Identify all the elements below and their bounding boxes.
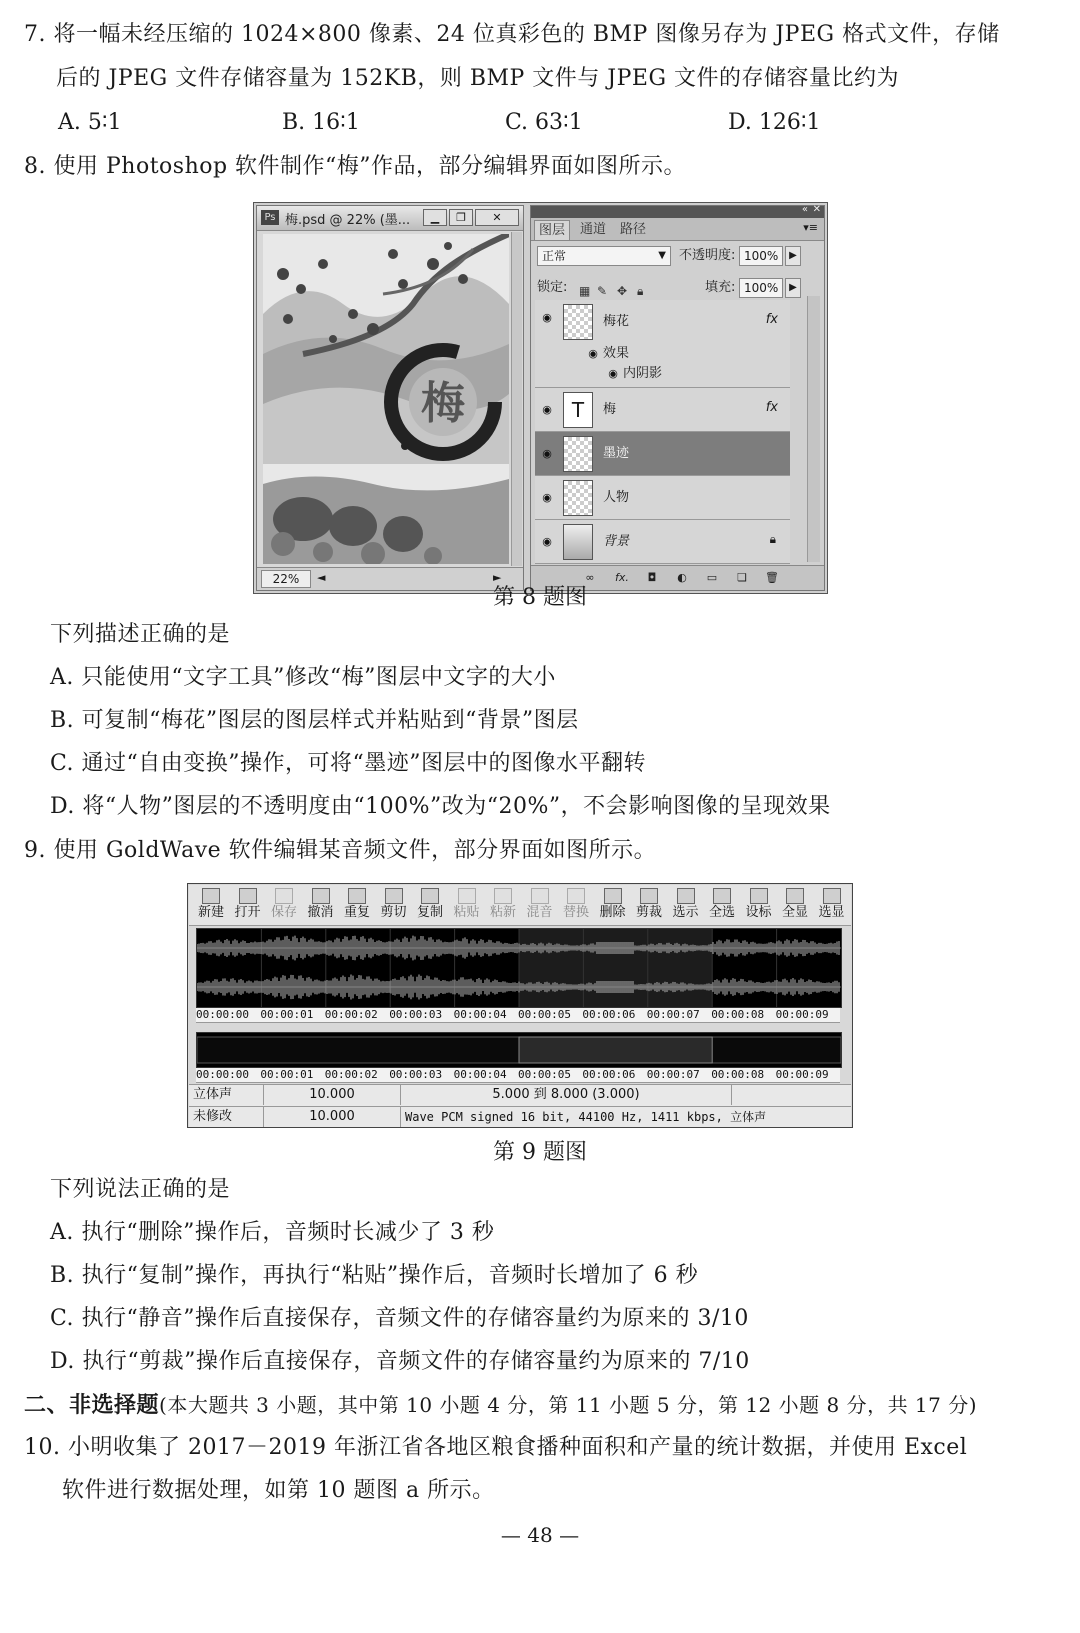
layers-scrollbar[interactable] <box>807 296 820 562</box>
overview-bar[interactable] <box>196 1032 842 1068</box>
tool-button-15[interactable] <box>743 885 775 925</box>
time-ruler <box>196 1008 840 1023</box>
chevron-down-icon: ▼ <box>658 250 666 261</box>
tool-button-5[interactable] <box>378 885 410 925</box>
inner-shadow-eye-icon[interactable]: ◉ <box>608 367 618 380</box>
tool-button-12[interactable] <box>633 885 665 925</box>
lock-brush-icon[interactable]: ✎ <box>597 284 608 298</box>
panel-header <box>531 206 824 218</box>
opacity-input[interactable]: 100% <box>739 246 783 266</box>
tool-button-14[interactable] <box>706 885 738 925</box>
panel-tabs <box>531 218 824 241</box>
layer-thumbnail <box>563 304 593 340</box>
time-tick-label: 00:00:07 <box>646 1068 700 1081</box>
zoom-level[interactable]: 22% <box>261 570 311 588</box>
opacity-label: 不透明度: <box>679 248 736 263</box>
photoshop-screenshot <box>253 202 828 594</box>
tool-label: 全选 <box>708 905 735 920</box>
lock-transparency-icon[interactable]: ▦ <box>579 284 591 298</box>
status-row-1 <box>189 1084 851 1106</box>
fill-input[interactable]: 100% <box>739 278 783 298</box>
tool-button-4[interactable] <box>341 885 373 925</box>
close-icon[interactable]: ✕ <box>475 209 519 226</box>
tool-button-2[interactable] <box>268 885 300 925</box>
tool-label: 撤消 <box>307 905 334 920</box>
tool-label: 删除 <box>599 905 626 920</box>
lock-icon: 🔒︎ <box>769 532 776 546</box>
tool-label: 混音 <box>526 905 553 920</box>
page-number: — 48 — <box>500 1523 580 1547</box>
minimize-icon[interactable]: ▁ <box>423 209 447 226</box>
fx-icon[interactable]: fx <box>765 312 778 327</box>
tool-icon <box>823 888 841 904</box>
time-tick-label: 00:00:05 <box>518 1008 571 1021</box>
tool-icon <box>713 888 731 904</box>
overview-selection <box>519 1037 712 1063</box>
q9-option-d: D. 执行“剪裁”操作后直接保存，音频文件的存储容量约为原来的 7/10 <box>50 1349 750 1374</box>
eye-icon[interactable]: ◉ <box>542 491 552 504</box>
q8-option-a: A. 只能使用“文字工具”修改“梅”图层中文字的大小 <box>50 665 556 690</box>
q7-option-c: C. 63∶1 <box>505 110 583 135</box>
section-2-heading <box>24 1390 977 1421</box>
overview-graph <box>197 1033 841 1067</box>
tool-button-17[interactable] <box>816 885 848 925</box>
tool-button-7[interactable] <box>451 885 483 925</box>
canvas-glyph: 梅 <box>421 378 465 429</box>
layer-name: 背景 <box>603 534 630 549</box>
tool-label: 新建 <box>197 905 224 920</box>
new-layer-icon[interactable]: ❏ <box>737 571 747 584</box>
opacity-arrow-icon[interactable]: ▶ <box>785 246 801 266</box>
tab-channels[interactable]: 通道 <box>580 222 607 237</box>
time-tick-label: 00:00:04 <box>453 1008 507 1021</box>
selection-range: 5.000 到 8.000 (3.000) <box>401 1085 732 1105</box>
tool-button-16[interactable] <box>779 885 811 925</box>
scroll-right-icon[interactable]: ► <box>493 571 502 584</box>
q9-option-b: B. 执行“复制”操作，再执行“粘贴”操作后，音频时长增加了 6 秒 <box>50 1263 699 1288</box>
fill-label: 填充: <box>705 280 736 295</box>
tool-icon <box>239 888 257 904</box>
tool-icon <box>348 888 366 904</box>
q9-option-c: C. 执行“静音”操作后直接保存，音频文件的存储容量约为原来的 3/10 <box>50 1306 749 1331</box>
layer-thumbnail <box>563 436 593 472</box>
document-scrollbar[interactable] <box>511 232 522 566</box>
q8-option-c: C. 通过“自由变换”操作，可将“墨迹”图层中的图像水平翻转 <box>50 751 647 776</box>
section-2-note: (本大题共 3 小题，其中第 10 小题 4 分，第 11 小题 5 分，第 12 小题 8 分，共 17 分) <box>159 1393 978 1417</box>
group-icon[interactable]: ▭ <box>706 571 718 584</box>
q8-option-d: D. 将“人物”图层的不透明度由“100%”改为“20%”，不会影响图像的呈现效果 <box>50 794 831 819</box>
layer-thumbnail <box>563 480 593 516</box>
time-tick-label: 00:00:06 <box>582 1008 636 1021</box>
waveform-view[interactable] <box>196 928 842 1008</box>
q9-caption: 第 9 题图 <box>493 1140 587 1165</box>
document-canvas[interactable] <box>263 234 509 564</box>
time-tick-label: 00:00:03 <box>389 1068 443 1081</box>
canvas-artwork <box>263 234 509 564</box>
tool-icon <box>385 888 403 904</box>
time-tick-label: 00:00:01 <box>260 1068 314 1081</box>
layer-name: 人物 <box>603 490 630 505</box>
eye-icon[interactable]: ◉ <box>542 535 552 548</box>
time-tick-label: 00:00:08 <box>711 1008 765 1021</box>
time-tick-label: 00:00:06 <box>582 1068 636 1081</box>
eye-icon[interactable]: ◉ <box>542 447 552 460</box>
modified-state: 未修改 <box>189 1107 264 1127</box>
tool-label: 剪切 <box>380 905 407 920</box>
tool-icon <box>750 888 768 904</box>
tool-icon <box>604 888 622 904</box>
time-tick-label: 00:00:03 <box>389 1008 443 1021</box>
lock-move-icon[interactable]: ✥ <box>617 284 628 298</box>
tool-label: 重复 <box>343 905 370 920</box>
time-tick-label: 00:00:01 <box>260 1008 314 1021</box>
q8-stem: 8. 使用 Photoshop 软件制作“梅”作品，部分编辑界面如图所示。 <box>24 154 687 179</box>
tool-icon <box>458 888 476 904</box>
time-tick-label: 00:00:02 <box>324 1008 378 1021</box>
goldwave-toolbar <box>189 885 851 926</box>
layer-thumbnail <box>563 524 593 560</box>
tool-icon <box>312 888 330 904</box>
time-tick-label: 00:00:08 <box>711 1068 765 1081</box>
blend-mode-value: 正常 <box>542 249 567 263</box>
total-length-2: 10.000 <box>264 1107 401 1127</box>
tab-layers[interactable]: 图层 <box>534 220 570 240</box>
channel-mode: 立体声 <box>189 1085 264 1105</box>
time-tick-label: 00:00:05 <box>518 1068 571 1081</box>
tool-button-1[interactable] <box>232 885 264 925</box>
tool-button-10[interactable] <box>560 885 592 925</box>
tool-label: 复制 <box>416 905 443 920</box>
tool-label: 替换 <box>562 905 589 920</box>
layer-mei-text[interactable] <box>535 388 790 432</box>
tool-icon <box>640 888 658 904</box>
q8-option-b: B. 可复制“梅花”图层的图层样式并粘贴到“背景”图层 <box>50 708 579 733</box>
time-tick-label: 00:00:00 <box>196 1068 249 1081</box>
q10-line2: 软件进行数据处理，如第 10 题图 a 所示。 <box>62 1478 495 1503</box>
q9-stem: 9. 使用 GoldWave 软件编辑某音频文件，部分界面如图所示。 <box>24 838 657 863</box>
effects-eye-icon[interactable]: ◉ <box>588 347 598 360</box>
time-tick-label: 00:00:04 <box>453 1068 507 1081</box>
layer-figures[interactable] <box>535 476 790 520</box>
time-tick-label: 00:00:09 <box>775 1068 829 1081</box>
effects-label: 效果 <box>603 346 630 361</box>
overview-time-ruler <box>196 1068 840 1083</box>
selection-highlight <box>519 929 712 1007</box>
q7-option-a: A. 5∶1 <box>58 110 122 135</box>
layer-name: 墨迹 <box>603 446 630 461</box>
document-title: 梅.psd @ 22% (墨... <box>285 213 411 228</box>
layer-name: 梅花 <box>603 314 630 329</box>
ps-logo: Ps <box>261 210 279 225</box>
q8-caption: 第 8 题图 <box>493 585 587 610</box>
tool-icon <box>531 888 549 904</box>
layer-plum-blossom[interactable] <box>535 300 790 388</box>
q7-option-b: B. 16∶1 <box>282 110 360 135</box>
q9-option-a: A. 执行“删除”操作后，音频时长减少了 3 秒 <box>50 1220 495 1245</box>
q7-line2: 后的 JPEG 文件存储容量为 152KB，则 BMP 文件与 JPEG 文件的存储容量比约为 <box>56 66 900 91</box>
tool-button-9[interactable] <box>524 885 556 925</box>
collapse-icon[interactable]: « <box>801 204 808 215</box>
tool-icon <box>275 888 293 904</box>
q7-line1: 7. 将一幅未经压缩的 1024×800 像素、24 位真彩色的 BMP 图像另存为 JPEG 格式文件，存储 <box>24 22 1000 47</box>
section-2-title: 二、非选择题 <box>24 1392 160 1418</box>
tool-label: 打开 <box>234 905 261 920</box>
time-tick-label: 00:00:00 <box>196 1008 249 1021</box>
tool-label: 粘新 <box>489 905 516 920</box>
tool-icon <box>421 888 439 904</box>
tool-icon <box>677 888 695 904</box>
text-layer-thumbnail: T <box>563 392 593 428</box>
time-tick-label: 00:00:07 <box>646 1008 700 1021</box>
fx-icon[interactable]: fx <box>765 400 778 415</box>
trash-icon[interactable]: 🗑︎ <box>765 571 779 584</box>
adjustment-icon[interactable]: ◐ <box>677 571 687 584</box>
nav-arrow-icon[interactable]: ◄ <box>317 571 326 584</box>
lock-label: 锁定: <box>537 280 568 295</box>
eye-icon[interactable]: ◉ <box>542 403 552 416</box>
layers-panel <box>530 205 825 591</box>
lock-all-icon[interactable]: 🔒︎ <box>637 284 644 298</box>
document-titlebar <box>257 206 523 231</box>
tool-button-13[interactable] <box>670 885 702 925</box>
mask-icon[interactable]: ◘ <box>647 571 657 584</box>
tool-button-3[interactable] <box>305 885 337 925</box>
tool-icon <box>494 888 512 904</box>
total-length: 10.000 <box>264 1085 401 1105</box>
status-row-2 <box>189 1106 851 1128</box>
fill-arrow-icon[interactable]: ▶ <box>785 278 801 298</box>
tool-icon <box>786 888 804 904</box>
tool-label: 全显 <box>781 905 808 920</box>
restore-icon[interactable]: ❐ <box>449 209 473 226</box>
layer-ink[interactable] <box>535 432 790 476</box>
time-tick-label: 00:00:09 <box>775 1008 829 1021</box>
eye-icon[interactable]: ◉ <box>542 311 552 324</box>
tool-label: 设标 <box>745 905 772 920</box>
q10-line1: 10. 小明收集了 2017－2019 年浙江省各地区粮食播种面积和产量的统计数据，并使用 Excel <box>24 1435 968 1460</box>
tool-label: 粘贴 <box>453 905 480 920</box>
q8-prompt: 下列描述正确的是 <box>50 622 231 647</box>
q7-option-d: D. 126∶1 <box>728 110 821 135</box>
panel-menu-icon[interactable]: ▾≡ <box>803 221 818 234</box>
tool-button-8[interactable] <box>487 885 519 925</box>
inner-shadow-label: 内阴影 <box>623 366 663 381</box>
fx-menu-icon[interactable]: fx. <box>615 571 629 584</box>
waveform-graph <box>197 929 841 1007</box>
tool-button-0[interactable] <box>195 885 227 925</box>
tool-label: 选显 <box>818 905 845 920</box>
tab-paths[interactable]: 路径 <box>620 222 647 237</box>
goldwave-screenshot <box>187 883 853 1128</box>
audio-format: Wave PCM signed 16 bit, 44100 Hz, 1411 kbps, 立体声 <box>401 1107 853 1127</box>
document-window <box>256 205 524 591</box>
tool-icon <box>202 888 220 904</box>
tool-icon <box>567 888 585 904</box>
q9-prompt: 下列说法正确的是 <box>50 1177 231 1202</box>
layer-background[interactable] <box>535 520 790 564</box>
layer-name: 梅 <box>603 402 617 417</box>
panel-close-icon[interactable]: ✕ <box>812 204 821 215</box>
tool-label: 保存 <box>270 905 297 920</box>
tool-label: 剪裁 <box>635 905 662 920</box>
tool-button-11[interactable] <box>597 885 629 925</box>
tool-button-6[interactable] <box>414 885 446 925</box>
time-tick-label: 00:00:02 <box>324 1068 378 1081</box>
link-icon[interactable]: ∞ <box>585 571 595 584</box>
blend-mode-select[interactable] <box>537 246 671 266</box>
tool-label: 选示 <box>672 905 699 920</box>
